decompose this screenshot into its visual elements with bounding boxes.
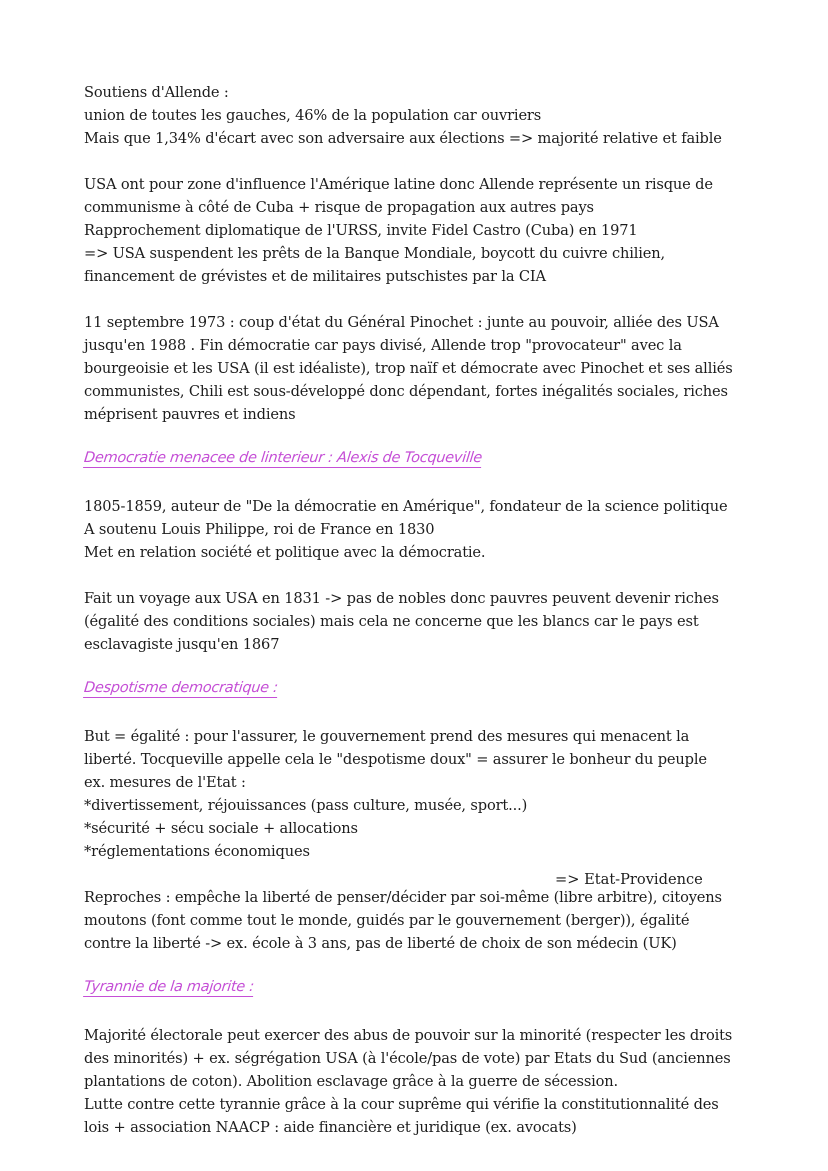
text-line: liberté. Tocqueville appelle cela le "despotisme doux" = assurer le bonheur du peuple — [84, 751, 707, 768]
text-line: Fait un voyage aux USA en 1831 -> pas de nobles donc pauvres peuvent devenir riches — [84, 590, 719, 607]
text-line: Mais que 1,34% d'écart avec son adversaire aux élections => majorité relative et faible — [84, 130, 722, 147]
text-line: 1805-1859, auteur de "De la démocratie en Amérique", fondateur de la science politique — [84, 498, 728, 515]
text-line: des minorités) + ex. ségrégation USA (à l'école/pas de vote) par Etats du Sud (anciennes — [84, 1050, 731, 1067]
text-line: Rapprochement diplomatique de l'URSS, invite Fidel Castro (Cuba) en 1971 — [84, 222, 638, 239]
text-line: plantations de coton). Abolition esclavage grâce à la guerre de sécession. — [84, 1073, 619, 1090]
text-line: A soutenu Louis Philippe, roi de France en 1830 — [84, 521, 435, 538]
text-line: Reproches : empêche la liberté de penser/décider par soi-même (libre arbitre), citoyens — [84, 889, 722, 906]
text-line: Lutte contre cette tyrannie grâce à la cour suprême qui vérifie la constitutionnalité des — [84, 1096, 719, 1113]
text-line: 11 septembre 1973 : coup d'état du Général Pinochet : junte au pouvoir, alliée des USA — [84, 314, 719, 331]
text-line: jusqu'en 1988 . Fin démocratie car pays divisé, Allende trop "provocateur" avec la — [84, 337, 682, 354]
text-line: financement de grévistes et de militaires putschistes par la CIA — [84, 268, 546, 285]
text-line: méprisent pauvres et indiens — [84, 406, 296, 423]
text-line: esclavagiste jusqu'en 1867 — [84, 636, 280, 653]
text-line: communisme à côté de Cuba + risque de propagation aux autres pays — [84, 199, 594, 216]
etat-providence-note: => Etat-Providence — [555, 871, 703, 888]
text-line: *réglementations économiques — [84, 843, 310, 860]
section-heading-tocqueville: Democratie menacee de linterieur : Alexis de Tocqueville — [83, 450, 483, 466]
text-line: contre la liberté -> ex. école à 3 ans, pas de liberté de choix de son médecin (UK) — [84, 935, 677, 952]
text-line: bourgeoisie et les USA (il est idéaliste), trop naïf et démocrate avec Pinochet et ses alliés — [84, 360, 733, 377]
text-line: lois + association NAACP : aide financière et juridique (ex. avocats) — [84, 1119, 577, 1136]
text-line: *sécurité + sécu sociale + allocations — [84, 820, 358, 837]
section-heading-despotisme: Despotisme democratique : — [83, 680, 279, 696]
text-line: *divertissement, réjouissances (pass culture, musée, sport...) — [84, 797, 528, 814]
text-line: communistes, Chili est sous-développé donc dépendant, fortes inégalités sociales, riches — [84, 383, 728, 400]
text-line: ex. mesures de l'Etat : — [84, 774, 246, 791]
text-line: (égalité des conditions sociales) mais cela ne concerne que les blancs car le pays est — [84, 613, 699, 630]
text-line: Majorité électorale peut exercer des abus de pouvoir sur la minorité (respecter les droits — [84, 1027, 733, 1044]
text-line: moutons (font comme tout le monde, guidés par le gouvernement (berger)), égalité — [84, 912, 690, 929]
text-line: => USA suspendent les prêts de la Banque Mondiale, boycott du cuivre chilien, — [84, 245, 665, 262]
text-line: But = égalité : pour l'assurer, le gouvernement prend des mesures qui menacent la — [84, 728, 690, 745]
text-line: Soutiens d'Allende : — [84, 84, 229, 101]
text-line: Met en relation société et politique avec la démocratie. — [84, 544, 486, 561]
section-heading-tyrannie: Tyrannie de la majorite : — [83, 979, 255, 995]
text-line: USA ont pour zone d'influence l'Amérique latine donc Allende représente un risque de — [84, 176, 713, 193]
text-line: union de toutes les gauches, 46% de la population car ouvriers — [84, 107, 542, 124]
